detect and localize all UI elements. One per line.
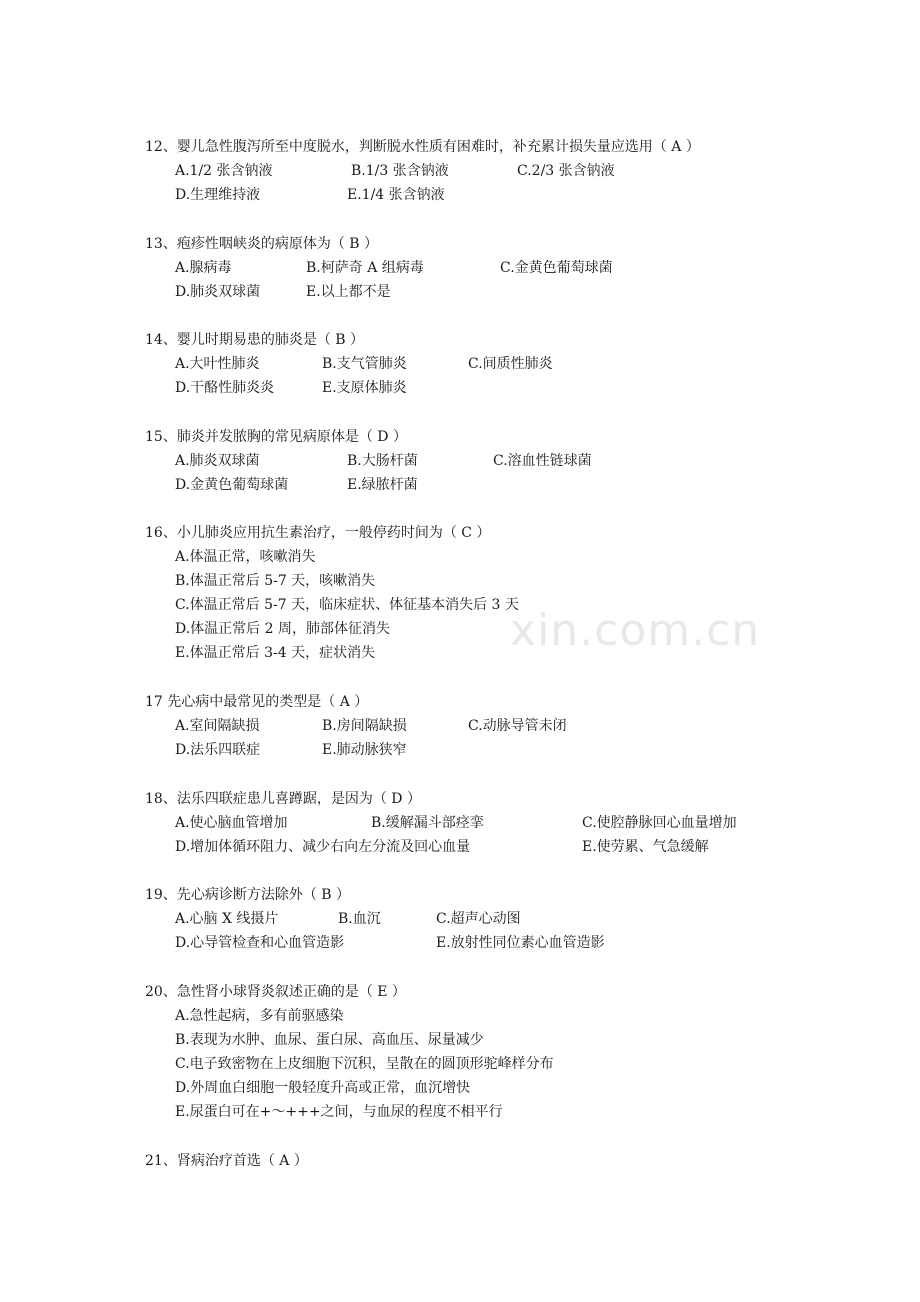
option-d: D.外周血白细胞一般轻度升高或正常，血沉增快 xyxy=(175,1080,471,1096)
option-row xyxy=(145,1100,885,1124)
option-d: D.心导管检查和心血管造影 xyxy=(175,935,345,951)
question-stem: 16、小儿肺炎应用抗生素治疗，一般停药时间为（ C ） xyxy=(145,525,491,541)
question-stem: 12、婴儿急性腹泻所至中度脱水，判断脱水性质有困难时，补充累计损失量应选用（ A ） xyxy=(145,139,700,155)
option-e: E.肺动脉狭窄 xyxy=(322,742,407,758)
question-stem: 17 先心病中最常见的类型是（ A ） xyxy=(145,694,369,710)
question-17 xyxy=(145,690,885,762)
question-13 xyxy=(145,232,885,304)
option-row xyxy=(145,473,885,497)
option-e: E.使劳累、气急缓解 xyxy=(582,839,709,855)
option-row xyxy=(145,714,885,738)
question-stem: 14、婴儿时期易患的肺炎是（ B ） xyxy=(145,332,365,348)
option-row xyxy=(145,569,885,593)
question-19 xyxy=(145,883,885,955)
option-b: B.1/3 张含钠液 xyxy=(351,163,449,179)
option-e: E.支原体肺炎 xyxy=(322,380,407,396)
question-18 xyxy=(145,787,885,859)
option-b: B.血沉 xyxy=(338,911,381,927)
option-c: C.电子致密物在上皮细胞下沉积，呈散在的圆顶形驼峰样分布 xyxy=(175,1056,554,1072)
option-row xyxy=(145,449,885,473)
option-row xyxy=(145,593,885,617)
option-c: C.超声心动图 xyxy=(436,911,521,927)
option-c: C.体温正常后 5-7 天，临床症状、体征基本消失后 3 天 xyxy=(175,597,519,613)
option-row xyxy=(145,907,885,931)
option-b: B.表现为水肿、血尿、蛋白尿、高血压、尿量减少 xyxy=(175,1032,484,1048)
option-a: A.急性起病，多有前驱感染 xyxy=(175,1008,344,1024)
question-stem: 13、疱疹性咽峡炎的病原体为（ B ） xyxy=(145,236,379,252)
option-e: E.1/4 张含钠液 xyxy=(347,187,445,203)
option-e: E.以上都不是 xyxy=(306,284,391,300)
option-row xyxy=(145,376,885,400)
option-d: D.法乐四联症 xyxy=(175,742,261,758)
option-b: B.大肠杆菌 xyxy=(347,453,418,469)
option-d: D.生理维持液 xyxy=(175,187,261,203)
option-row xyxy=(145,811,885,835)
option-c: C.溶血性链球菌 xyxy=(493,453,592,469)
option-a: A.1/2 张含钠液 xyxy=(175,163,273,179)
option-d: D.增加体循环阻力、减少右向左分流及回心血量 xyxy=(175,839,471,855)
question-12 xyxy=(145,135,885,207)
option-row xyxy=(145,1052,885,1076)
option-d: D.干酪性肺炎炎 xyxy=(175,380,275,396)
option-a: A.心脑 X 线摄片 xyxy=(175,911,279,927)
option-a: A.室间隔缺损 xyxy=(175,718,260,734)
option-c: C.间质性肺炎 xyxy=(468,356,553,372)
option-row xyxy=(145,931,885,955)
watermark: xin.com.cn xyxy=(510,605,761,656)
option-row xyxy=(145,1028,885,1052)
option-e: E.体温正常后 3-4 天，症状消失 xyxy=(175,645,376,661)
option-c: C.动脉导管未闭 xyxy=(468,718,567,734)
option-b: B.房间隔缺损 xyxy=(322,718,407,734)
option-e: E.绿脓杆菌 xyxy=(347,477,418,493)
question-14 xyxy=(145,328,885,400)
option-a: A.肺炎双球菌 xyxy=(175,453,260,469)
option-c: C.使腔静脉回心血量增加 xyxy=(582,815,737,831)
question-stem: 15、肺炎并发脓胸的常见病原体是（ D ） xyxy=(145,429,407,445)
question-stem: 21、肾病治疗首选（ A ） xyxy=(145,1153,308,1169)
option-row xyxy=(145,738,885,762)
option-e: E.尿蛋白可在+～+++之间，与血尿的程度不相平行 xyxy=(175,1104,503,1120)
option-a: A.体温正常，咳嗽消失 xyxy=(175,549,316,565)
option-row xyxy=(145,641,885,665)
question-15 xyxy=(145,425,885,497)
option-row xyxy=(145,256,885,280)
option-b: B.体温正常后 5-7 天，咳嗽消失 xyxy=(175,573,376,589)
option-row xyxy=(145,617,885,641)
question-21 xyxy=(145,1149,885,1173)
option-row xyxy=(145,835,885,859)
question-stem: 20、急性肾小球肾炎叙述正确的是（ E ） xyxy=(145,984,406,1000)
option-row xyxy=(145,1076,885,1100)
option-row xyxy=(145,1004,885,1028)
option-row xyxy=(145,352,885,376)
question-20 xyxy=(145,980,885,1124)
option-d: D.体温正常后 2 周，肺部体征消失 xyxy=(175,621,390,637)
option-row xyxy=(145,183,885,207)
option-b: B.柯萨奇 A 组病毒 xyxy=(306,260,424,276)
option-a: A.使心脑血管增加 xyxy=(175,815,288,831)
option-b: B.缓解漏斗部痉挛 xyxy=(371,815,484,831)
option-a: A.腺病毒 xyxy=(175,260,232,276)
option-c: C.金黄色葡萄球菌 xyxy=(500,260,613,276)
option-row xyxy=(145,545,885,569)
option-d: D.肺炎双球菌 xyxy=(175,284,261,300)
question-stem: 19、先心病诊断方法除外（ B ） xyxy=(145,887,351,903)
question-stem: 18、法乐四联症患儿喜蹲踞，是因为（ D ） xyxy=(145,791,421,807)
option-d: D.金黄色葡萄球菌 xyxy=(175,477,289,493)
option-b: B.支气管肺炎 xyxy=(322,356,407,372)
question-16 xyxy=(145,521,885,665)
option-c: C.2/3 张含钠液 xyxy=(517,163,615,179)
option-e: E.放射性同位素心血管造影 xyxy=(436,935,605,951)
option-a: A.大叶性肺炎 xyxy=(175,356,260,372)
option-row xyxy=(145,280,885,304)
option-row xyxy=(145,159,885,183)
